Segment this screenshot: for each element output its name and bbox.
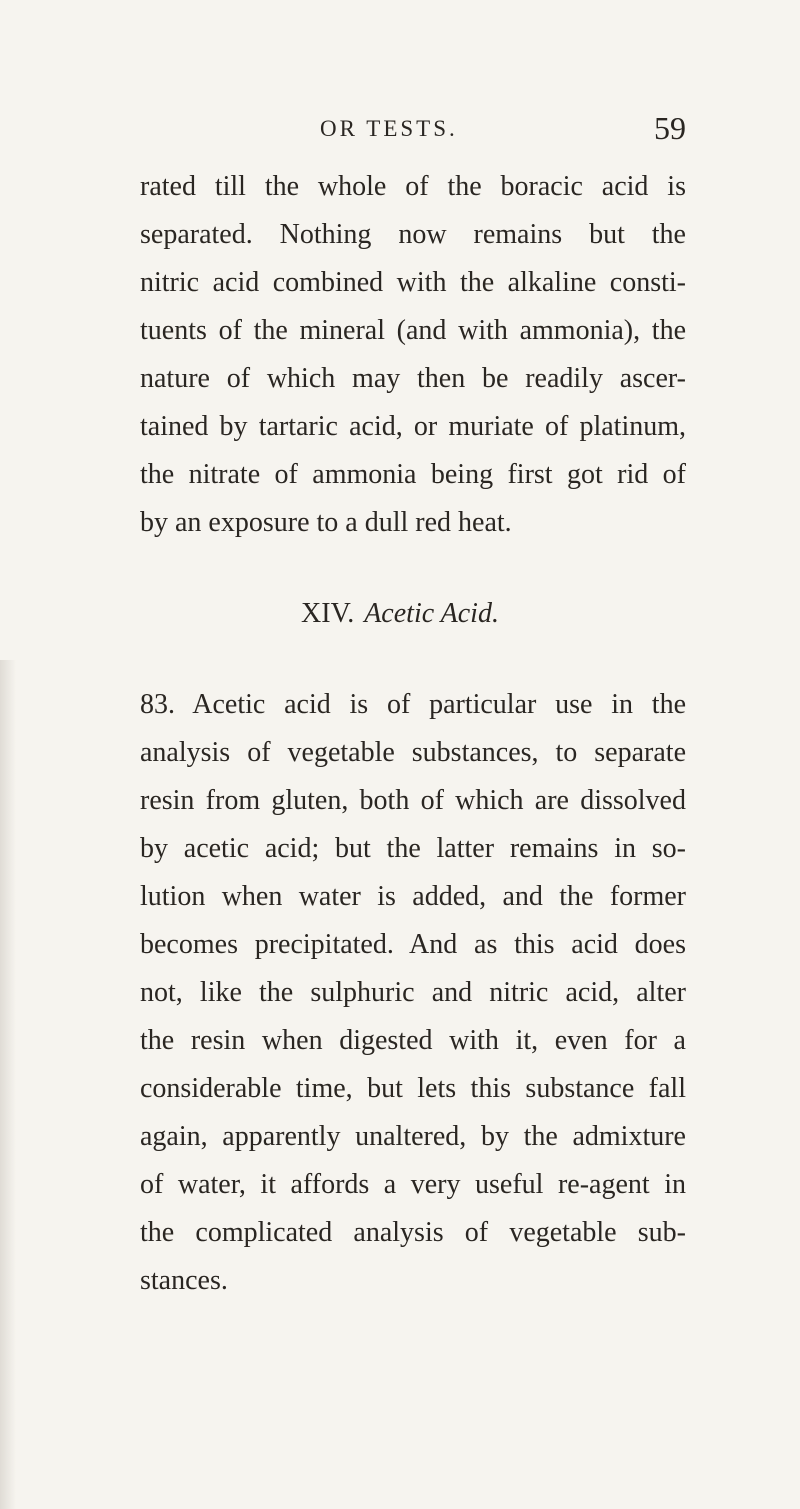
section-title: Acetic Acid. (364, 598, 499, 629)
text-line: stances. (140, 1265, 228, 1296)
text-line: separated. Nothing now remains but the (140, 219, 686, 250)
text-line: the nitrate of ammonia being first got rid of (140, 459, 686, 490)
text-line: the resin when digested with it, even for a (140, 1025, 686, 1056)
text-line: not, like the sulphuric and nitric acid, alter (140, 977, 686, 1008)
text-line: again, apparently unaltered, by the admixture (140, 1121, 686, 1152)
text-line: by an exposure to a dull red heat. (140, 507, 512, 538)
text-line: 83. Acetic acid is of particular use in the (140, 689, 686, 720)
paragraph-continued (140, 163, 686, 547)
text-line: becomes precipitated. And as this acid does (140, 929, 686, 960)
text-line: tuents of the mineral (and with ammonia), the (140, 315, 686, 346)
text-line: considerable time, but lets this substance fall (140, 1073, 686, 1104)
text-line: nature of which may then be readily ascer- (140, 363, 686, 394)
text-line: nitric acid combined with the alkaline consti- (140, 267, 686, 298)
text-line: the complicated analysis of vegetable sub- (140, 1217, 686, 1248)
text-line: tained by tartaric acid, or muriate of platinum, (140, 411, 686, 442)
page-header (140, 110, 686, 150)
text-line: rated till the whole of the boracic acid is (140, 171, 686, 202)
text-line: analysis of vegetable substances, to separate (140, 737, 686, 768)
text-line: by acetic acid; but the latter remains in so- (140, 833, 686, 864)
paragraph-83 (140, 681, 686, 1305)
text-line: of water, it affords a very useful re-agent in (140, 1169, 686, 1200)
section-number: XIV. (301, 598, 355, 629)
running-head: OR TESTS. (320, 116, 458, 141)
gutter-shadow (0, 660, 16, 1509)
section-heading (0, 598, 800, 630)
page-number: 59 (654, 110, 686, 146)
text-line: resin from gluten, both of which are dissolved (140, 785, 686, 816)
text-line: lution when water is added, and the former (140, 881, 686, 912)
